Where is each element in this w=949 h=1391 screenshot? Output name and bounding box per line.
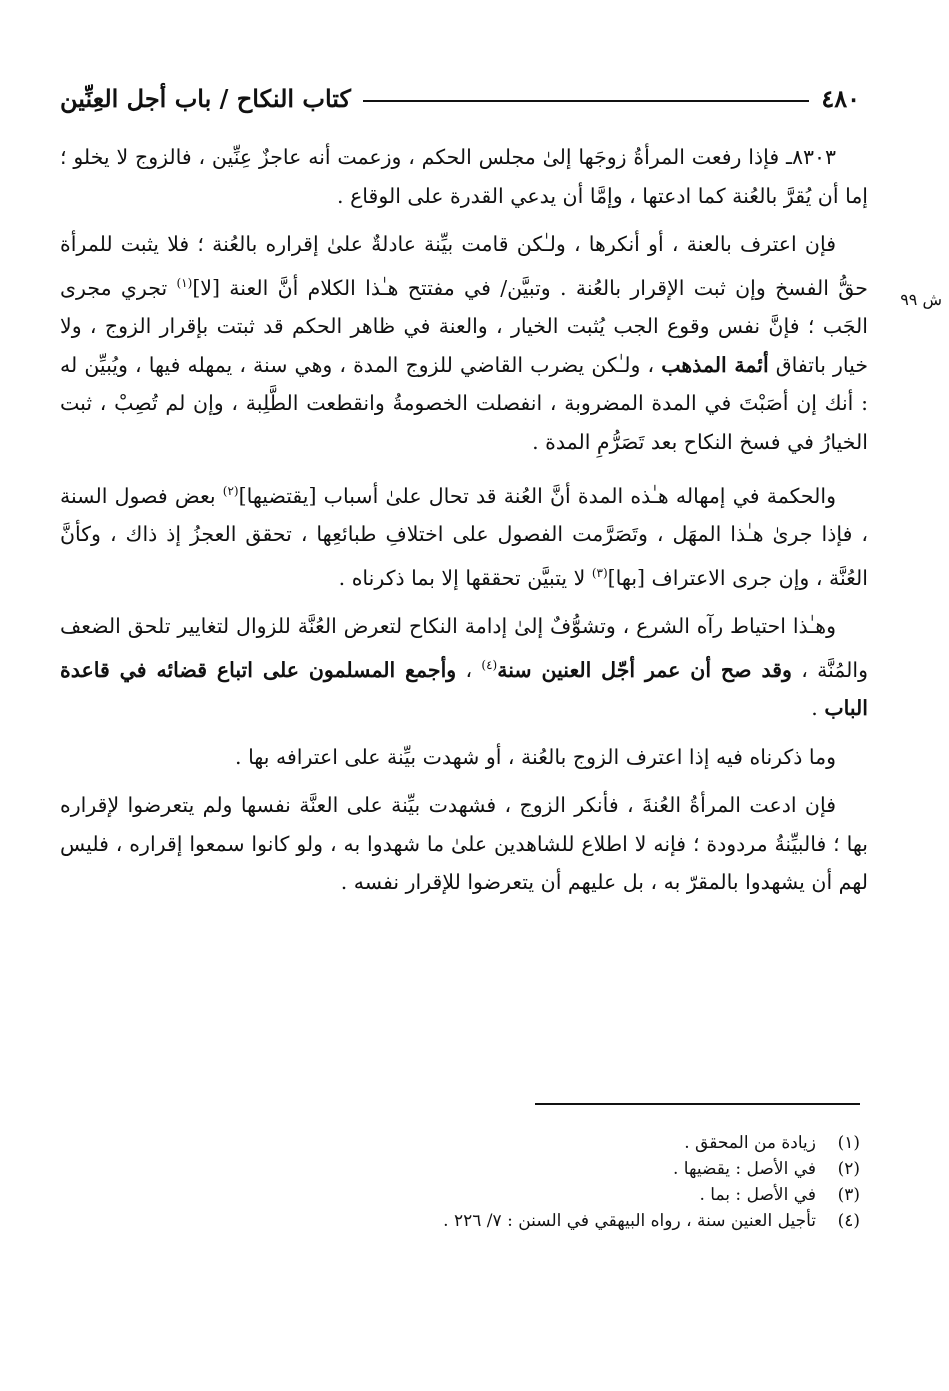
running-title: كتاب النكاح / باب أجل العِنِّين <box>60 83 351 113</box>
paragraph-text: وما ذكرناه فيه إذا اعترف الزوج بالعُنة ، أو شهدت بيِّنة على اعترافه بها . <box>235 744 836 769</box>
paragraph-text: ، <box>456 657 482 682</box>
bold-phrase: وأجمع المسلمون على اتباع قضائه في قاعدة الباب <box>60 657 868 721</box>
paragraph-text: لا يتبيَّن تحققها إلا بما ذكرناه . <box>338 565 592 590</box>
footnote-ref[interactable]: (١) <box>176 275 193 290</box>
paragraph-text: تجري مجرى الجَب ؛ فإنَّ نفس وقوع الجب يُثبت الخيار ، والعنة في ظاهر الحكم قد ثبتت بإقرار الزوج ، ولا خيار باتفاق <box>60 275 869 377</box>
footnote-text: تأجيل العنين سنة ، رواه البيهقي في السنن : ٧/ ٢٢٦ . <box>443 1211 816 1231</box>
paragraph-text: ، ولـٰكن يضرب القاضي للزوج المدة ، وهي سنة ، يمهله فيها ، ويُبيِّن له : أنك إن أصَبْتَ في المدة المضروبة ، انفصلت الخصومةُ وانقطعت الطَّلِبة ، وإن لم تُصِبْ ، ثبت الخيارُ في فسخ النكاح بعد تَصَرُّمِ المدة . <box>60 352 868 454</box>
footnote-separator <box>535 1103 860 1105</box>
paragraph-text: فإن اعترف بالعنة ، أو أنكرها ، ولـٰكن قامت بيِّنة عادلةٌ علىٰ إقراره بالعُنة ؛ فلا يثبت للمرأة حقُّ الفسخ وإن ثبت الإقرار بالعُنة . وتبيَّن/ في مفتتح هـٰذا الكلام أنَّ العنة [لا] <box>60 232 868 300</box>
footnote-text: في الأصل : بما . <box>699 1185 816 1205</box>
paragraph-text: . <box>811 696 825 721</box>
footnote-number: (٢) <box>837 1159 860 1179</box>
page-header <box>60 78 860 118</box>
margin-note: ش ٩٩ <box>900 290 942 309</box>
footnote <box>360 1182 860 1208</box>
page-number: ٤٨٠ <box>821 83 860 113</box>
paragraph-text: ٨٣٠٣ـ فإذا رفعت المرأةُ زوجَها إلىٰ مجلس الحكم ، وزعمت أنه عاجزٌ عِنِّين ، فالزوج لا يخلو ؛ إما أن يُقرَّ بالعُنة كما ادعتها ، وإمَّا أن يدعي القدرة على الوقاع . <box>60 145 868 208</box>
header-rule <box>363 100 809 102</box>
bold-phrase: وقد صح أن عمر أجّل العنين سنة <box>497 657 792 682</box>
footnote <box>360 1156 860 1182</box>
paragraph-text: والحكمة في إمهاله هـٰذه المدة أنَّ العُنة قد تحال علىٰ أسباب [يقتضيها] <box>238 483 837 508</box>
footnote-ref[interactable]: (٢) <box>222 483 239 498</box>
footnote-text: زيادة من المحقق . <box>684 1133 816 1153</box>
footnote-number: (٣) <box>837 1185 860 1205</box>
main-text <box>60 138 868 912</box>
paragraph-text: بعض فصول السنة ، فإذا جرىٰ هـٰذا المهَل ، وتَصَرَّمت الفصول على اختلافِ طبائعِها ، تحقق العجزُ إذ ذاك ، وكأنَّ العُنَّة ، وإن جرى الاعتراف [بها] <box>60 483 868 590</box>
footnote-ref[interactable]: (٣) <box>591 565 608 580</box>
paragraph-text: فإن ادعت المرأةُ العُنةَ ، فأنكر الزوج ، فشهدت بيِّنة على العنَّة نفسها ولم يتعرضوا لإقراره بها ؛ فالبيِّنةُ مردودة ؛ فإنه لا اطلاع للشاهدين علىٰ ما شهدوا به ، ولو كانوا سمعوا إقراره ، فليس لهم أن يشهدوا بالمقرّ به ، بل عليهم أن يتعرضوا للإقرار نفسه . <box>60 793 868 895</box>
paragraph <box>60 786 868 902</box>
footnotes <box>360 1130 860 1234</box>
footnote-number: (١) <box>837 1133 860 1153</box>
paragraph <box>60 225 868 461</box>
footnote <box>360 1130 860 1156</box>
paragraph <box>60 738 868 777</box>
footnote-text: في الأصل : يقضيها . <box>673 1159 816 1179</box>
paragraph <box>60 607 868 728</box>
bold-phrase: أئمة المذهب <box>661 352 769 377</box>
paragraph-text: وهـٰذا احتياط رآه الشرع ، وتشوُّفٌ إلىٰ إدامة النكاح لتعرض العُنَّة للزوال لتغايير تلحق الضعف والمُنَّة ، <box>60 614 868 682</box>
paragraph <box>60 138 868 215</box>
footnote <box>360 1208 860 1234</box>
footnote-number: (٤) <box>837 1211 860 1231</box>
footnote-ref[interactable]: (٤) <box>481 657 498 672</box>
paragraph <box>60 472 868 597</box>
